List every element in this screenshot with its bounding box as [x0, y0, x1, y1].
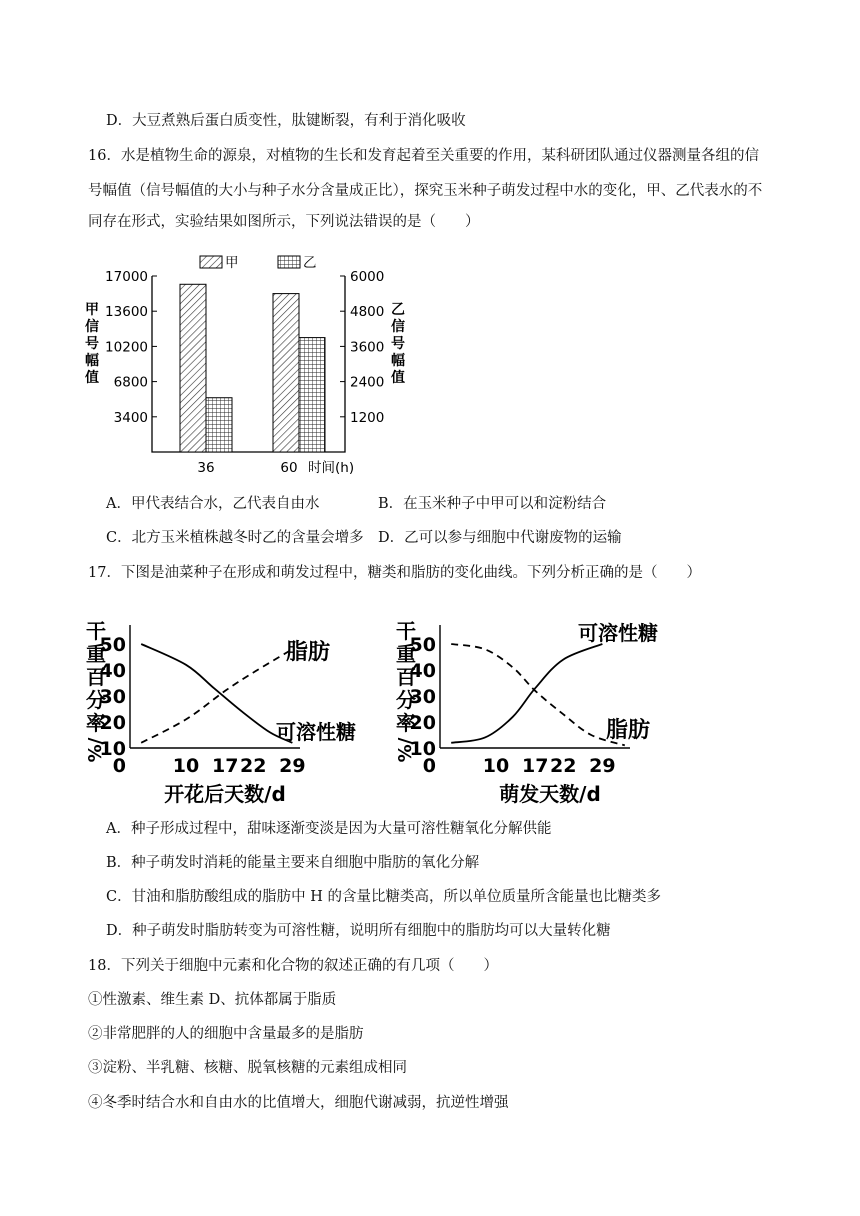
- q16-stem-line-1: 16．水是植物生命的源泉，对植物的生长和发育起着至关重要的作用，某科研团队通过仪器测量各组的信: [88, 148, 759, 164]
- x-tick-label: 0: [112, 755, 126, 777]
- y-axis-label-char: 重: [396, 642, 416, 666]
- seed-formation-line-chart: [80, 605, 380, 810]
- q17-option-a: A．种子形成过程中，甜味逐渐变淡是因为大量可溶性糖氧化分解供能: [106, 821, 552, 837]
- y-right-tick-label: 2400: [350, 374, 385, 391]
- series-line-脂肪: [451, 644, 625, 745]
- x-tick-label: 29: [589, 755, 616, 777]
- series-label-可溶性糖: 可溶性糖: [276, 720, 356, 744]
- q18-item-3: ③淀粉、半乳糖、核糖、脱氧核糖的元素组成相同: [88, 1060, 407, 1076]
- y-axis-label-char: 分: [396, 688, 416, 712]
- bar-甲-36: [180, 284, 206, 452]
- y-right-tick-label: 1200: [350, 409, 385, 426]
- series-label-脂肪: 脂肪: [286, 640, 331, 665]
- x-tick-label: 17: [521, 755, 549, 777]
- y-tick-label: 10: [99, 738, 126, 760]
- q16-option-c: C．北方玉米植株越冬时乙的含量会增多: [106, 530, 364, 546]
- bar-甲-60: [273, 294, 299, 452]
- y-tick-label: 20: [99, 712, 126, 734]
- legend-swatch-yi: [278, 256, 300, 268]
- q16-option-b: B．在玉米种子中甲可以和淀粉结合: [378, 496, 607, 512]
- y-left-tick-label: 10200: [105, 339, 148, 356]
- y-axis-label-char: 干: [396, 619, 416, 643]
- y-tick-label: 50: [409, 634, 436, 656]
- y-right-tick-label: 3600: [350, 339, 385, 356]
- x-tick-label: 10: [482, 755, 510, 777]
- y-axis-label-char: 率: [86, 711, 106, 735]
- y-left-axis-label: 幅: [85, 353, 99, 369]
- q16-option-d: D．乙可以参与细胞中代谢废物的运输: [378, 530, 622, 546]
- x-tick-label: 22: [239, 755, 267, 777]
- y-tick-label: 40: [99, 660, 126, 682]
- q18-item-2: ②非常肥胖的人的细胞中含量最多的是脂肪: [88, 1026, 364, 1042]
- y-axis-label-char: 百: [86, 665, 106, 689]
- x-tick-label: 29: [279, 755, 306, 777]
- y-right-axis-label: 乙: [391, 302, 405, 318]
- y-left-axis-label: 值: [85, 370, 99, 386]
- q18-item-4: ④冬季时结合水和自由水的比值增大，细胞代谢减弱，抗逆性增强: [88, 1095, 509, 1111]
- x-tick-label: 22: [549, 755, 577, 777]
- x-axis-label: 开花后天数/d: [164, 782, 286, 806]
- y-left-axis-label: 信: [85, 319, 99, 335]
- series-line-可溶性糖: [141, 644, 292, 743]
- y-axis-label-char: 分: [86, 688, 106, 712]
- y-tick-label: 30: [409, 686, 436, 708]
- q17-stem: 17．下图是油菜种子在形成和萌发过程中，糖类和脂肪的变化曲线。下列分析正确的是（ ）: [88, 565, 701, 581]
- x-tick-label: 0: [422, 755, 436, 777]
- q17-option-c: C．甘油和脂肪酸组成的脂肪中 H 的含量比糖类高，所以单位质量所含能量也比糖类多: [106, 889, 661, 905]
- q17-option-b: B．种子萌发时消耗的能量主要来自细胞中脂肪的氧化分解: [106, 855, 480, 871]
- y-axis-label-char: 干: [86, 619, 106, 643]
- y-left-tick-label: 13600: [105, 304, 148, 321]
- y-left-axis-label: 甲: [85, 302, 99, 318]
- x-axis-label: 时间(h): [308, 460, 355, 476]
- q17-option-d: D．种子萌发时脂肪转变为可溶性糖，说明所有细胞中的脂肪均可以大量转化糖: [106, 923, 611, 939]
- x-category-label: 60: [280, 460, 298, 476]
- q16-stem-line-3: 同存在形式，实验结果如图所示，下列说法错误的是（ ）: [88, 214, 480, 230]
- bar-乙-36: [206, 398, 232, 452]
- series-label-脂肪: 脂肪: [606, 718, 651, 743]
- x-tick-label: 17: [211, 755, 239, 777]
- y-tick-label: 40: [409, 660, 436, 682]
- bar-乙-60: [299, 338, 325, 452]
- x-tick-label: 10: [172, 755, 200, 777]
- series-label-可溶性糖: 可溶性糖: [578, 621, 658, 645]
- y-tick-label: 20: [409, 712, 436, 734]
- y-left-tick-label: 3400: [113, 409, 148, 426]
- legend-label-jia: 甲: [225, 255, 239, 271]
- y-axis-label-char: 百: [396, 665, 416, 689]
- q16-option-a: A．甲代表结合水，乙代表自由水: [106, 496, 320, 512]
- y-right-axis-label: 值: [391, 370, 405, 386]
- legend-label-yi: 乙: [303, 255, 317, 271]
- y-right-tick-label: 4800: [350, 304, 385, 321]
- y-tick-label: 10: [409, 738, 436, 760]
- q15-option-d: D．大豆煮熟后蛋白质变性，肽键断裂，有利于消化吸收: [106, 113, 466, 129]
- y-right-axis-label: 幅: [391, 353, 405, 369]
- y-axis-label-unit: %/: [395, 737, 416, 763]
- y-right-axis-label: 信: [391, 319, 405, 335]
- series-line-脂肪: [141, 649, 292, 743]
- y-tick-label: 30: [99, 686, 126, 708]
- y-left-tick-label: 6800: [113, 374, 148, 391]
- q18-item-1: ①性激素、维生素 D、抗体都属于脂质: [88, 992, 337, 1008]
- seed-germination-line-chart: [390, 605, 700, 810]
- x-category-label: 36: [197, 460, 215, 476]
- y-axis-label-char: 重: [86, 642, 106, 666]
- y-axis-label-char: 率: [396, 711, 416, 735]
- y-left-tick-label: 17000: [105, 269, 148, 285]
- water-signal-bar-chart: [80, 248, 420, 478]
- x-axis-label: 萌发天数/d: [499, 782, 601, 806]
- y-left-axis-label: 号: [85, 336, 99, 352]
- y-right-tick-label: 6000: [350, 269, 385, 285]
- y-axis-label-unit: %/: [85, 737, 106, 763]
- q18-stem: 18．下列关于细胞中元素和化合物的叙述正确的有几项（ ）: [88, 958, 498, 974]
- y-tick-label: 50: [99, 634, 126, 656]
- legend-swatch-jia: [200, 256, 222, 268]
- q16-stem-line-2: 号幅值（信号幅值的大小与种子水分含量成正比），探究玉米种子萌发过程中水的变化，甲、乙代表水的不: [88, 183, 763, 199]
- y-right-axis-label: 号: [391, 336, 405, 352]
